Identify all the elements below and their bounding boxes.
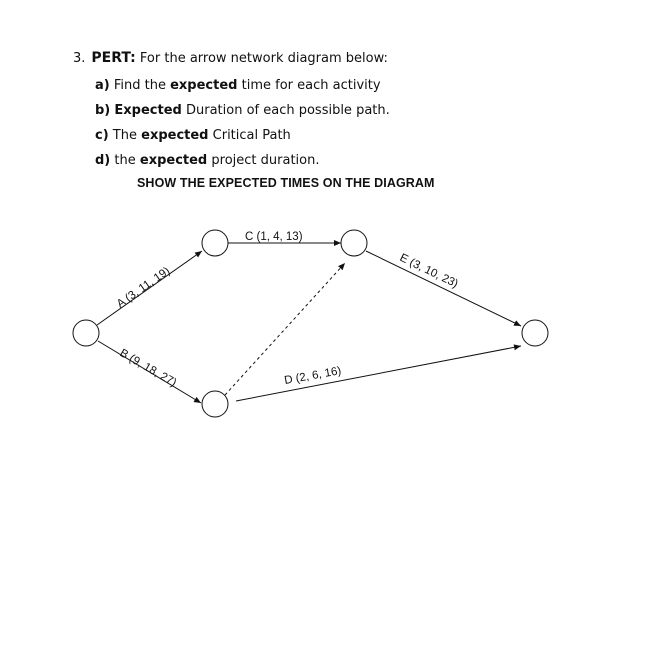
part-d: d) the expected project duration. bbox=[95, 153, 320, 168]
node-3 bbox=[202, 391, 228, 417]
part-a: a) Find the expected time for each activity bbox=[95, 78, 381, 93]
edge-d bbox=[236, 346, 521, 401]
node-end bbox=[522, 320, 548, 346]
edge-e-label: E (3, 10, 23) bbox=[397, 251, 460, 291]
edge-a-label: A (3, 11, 19) bbox=[114, 265, 173, 311]
node-start bbox=[73, 320, 99, 346]
question-number: 3. bbox=[73, 51, 86, 66]
instruction-line: SHOW THE EXPECTED TIMES ON THE DIAGRAM bbox=[137, 176, 435, 190]
edge-b-label: B (9, 18, 27) bbox=[117, 347, 179, 390]
question-title: PERT: bbox=[91, 50, 136, 66]
edge-c-label: C (1, 4, 13) bbox=[245, 231, 303, 243]
part-b: b) Expected Duration of each possible path. bbox=[95, 103, 390, 118]
edge-d-label: D (2, 6, 16) bbox=[283, 365, 343, 387]
edge-e bbox=[366, 251, 521, 326]
node-2 bbox=[202, 230, 228, 256]
part-c: c) The expected Critical Path bbox=[95, 128, 291, 143]
node-4 bbox=[341, 230, 367, 256]
question-intro: For the arrow network diagram below: bbox=[139, 51, 388, 66]
